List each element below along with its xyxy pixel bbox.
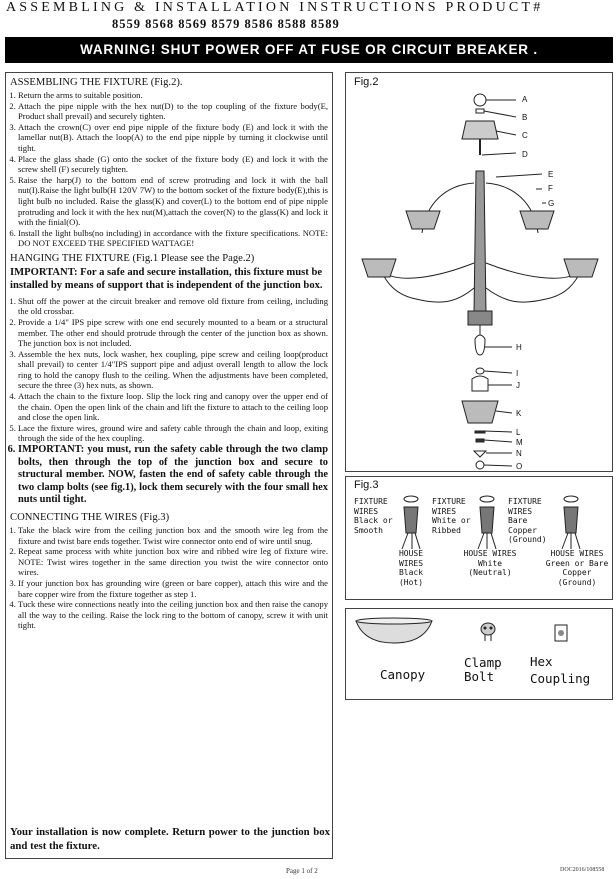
connecting-heading: CONNECTING THE WIRES (Fig.3) <box>10 512 170 523</box>
list-item: 2. Repeat same process with white junction box wire and ribbed wire leg of fixture wire. NOTE: Twist wires together in the same direction you twist the wire connector onto wires. <box>18 546 328 578</box>
assembling-heading: ASSEMBLING THE FIXTURE (Fig.2). <box>10 77 183 88</box>
clamp-bolt-icon <box>478 621 498 643</box>
fixture-wires-white: FIXTURE WIRES White or Ribbed <box>432 497 471 535</box>
house-wires-white: HOUSE WIRES White (Neutral) <box>463 549 517 577</box>
list-item: 4. Tuck these wire connections neatly into the ceiling junction box and then raise the canopy all the way to the ceiling. Raise the lock ring to the bottom of canopy, screw it with unit tight. <box>18 599 328 631</box>
important-note: IMPORTANT: For a safe and secure installation, this fixture must be installed by means of support that is independent of the junction box. <box>10 266 323 292</box>
canopy-label: Canopy <box>380 667 426 682</box>
list-item: 3. Attach the crown(C) over end pipe nipple of the fixture body (E) and lock it with the lamellar nut(B). Attach the loop(A) to the end pipe nipple by turning it clockwise until tight. <box>18 122 328 154</box>
hardware-panel <box>345 608 613 700</box>
part-label: L <box>516 428 521 437</box>
warning-banner: WARNING! SHUT POWER OFF AT FUSE OR CIRCUIT BREAKER . <box>5 37 613 63</box>
page-number: Page 1 of 2 <box>286 867 318 875</box>
clamp-bolt-label: Clamp Bolt <box>464 655 502 684</box>
part-label: A <box>522 95 528 104</box>
list-item: 6. IMPORTANT: you must, run the safety cable through the two clamp bolts, then through the top of the junction box and secure to structural member. NOW, fasten the end of safety cable through the two clamp bolts (see fig.1), lock them securely with the four small hex nuts until tight. <box>18 444 328 507</box>
fig2-panel <box>345 72 613 472</box>
part-label: B <box>522 113 528 122</box>
list-item: 4. Attach the chain to the fixture loop. Slip the lock ring and canopy over the upper end of the chain. Open the open link of the chain and lift the fixture to attach to the ceiling loop and close the open link. <box>18 391 328 423</box>
part-label: I <box>516 369 519 378</box>
closing-note: Your installation is now complete. Return power to the junction box and test the fixture. <box>10 826 330 852</box>
part-label: E <box>548 170 554 179</box>
list-item: 3. Assemble the hex nuts, lock washer, hex coupling, pipe screw and ceiling loop(product shall prevail) to center 1/4"IPS support pipe and adjust overall length to allow the lock ring to hold the canopy flush to the ceiling. When the adjustments have been completed, secure the three (3) hex nuts, as shown. <box>18 349 328 391</box>
list-item: 1. Return the arms to suitable position. <box>18 90 328 101</box>
part-label: N <box>516 449 522 458</box>
list-item: 3. If your junction box has grounding wire (green or bare copper), attach this wire and the bare copper wire from the fixture together as step 1. <box>18 578 328 599</box>
doc-code: DOC2016/108558 <box>560 867 605 873</box>
connecting-steps <box>10 525 328 631</box>
part-label: M <box>516 438 523 447</box>
list-item: 1. Take the black wire from the ceiling junction box and the smooth wire leg from the fixture and twist bare ends together. Twist wire connector onto end of wire until snug. <box>18 525 328 546</box>
part-label: G <box>548 199 555 208</box>
document-title: ASSEMBLING & INSTALLATION INSTRUCTIONS PRODUCT# <box>6 0 544 15</box>
hanging-heading: HANGING THE FIXTURE (Fig.1 Please see the Page.2) <box>10 252 255 264</box>
part-label: C <box>522 131 528 140</box>
part-label: H <box>516 343 522 352</box>
list-item: 6. Install the light bulbs(no including) in accordance with the fixture specifications. NOTE: DO NOT EXCEED THE SPECIFIED WATTAGE! <box>18 228 328 249</box>
house-wires-ground: HOUSE WIRES Green or Bare Copper (Ground) <box>545 549 609 587</box>
list-item: 2. Provide a 1/4" IPS pipe screw with one end securely mounted to a beam or a structural member. The other end should protrude through the center of the junction box as shown. The junction box is not included. <box>18 317 328 349</box>
part-label: J <box>516 381 520 390</box>
part-label: F <box>548 184 553 193</box>
part-label: O <box>516 462 523 471</box>
canopy-icon <box>354 617 434 647</box>
product-numbers: 8559 8568 8569 8579 8586 8588 8589 <box>112 17 340 31</box>
fig3-panel <box>345 476 613 600</box>
list-item: 4. Place the glass shade (G) onto the socket of the fixture body (E) and lock it with the screw shell (F) securely tighten. <box>18 154 328 175</box>
list-item: 5. Raise the harp(J) to the bottom end of screw protruding and lock it with the ball nut(I).Raise the light bulb(H 120V 7W) to the bottom socket of the fixture body(E),this is light bulb no included. Raise the glass(K) and cover(L) to the bottom end of pipe nipple protruding and lock it with the hex nut(M),attach the cover(N) to the glass(K) and lock it with the finial(O). <box>18 175 328 228</box>
list-item: 5. Lace the fixture wires, ground wire and safety cable through the chain and loop, exiting through the side of the hex coupling. <box>18 423 328 444</box>
fig3-label: Fig.3 <box>354 479 379 491</box>
part-label: K <box>516 409 522 418</box>
assembling-steps <box>10 90 328 249</box>
hanging-steps <box>10 296 328 507</box>
fig2-label: Fig.2 <box>354 76 379 88</box>
fixture-wires-black: FIXTURE WIRES Black or Smooth <box>354 497 393 535</box>
part-label: D <box>522 150 528 159</box>
list-item: 1. Shut off the power at the circuit breaker and remove old fixture from ceiling, including the old crossbar. <box>18 296 328 317</box>
house-wires-black: HOUSE WIRES Black (Hot) <box>398 549 424 587</box>
hex-coupling-icon <box>553 623 569 643</box>
instructions-column <box>5 72 333 859</box>
chandelier-diagram <box>346 73 612 471</box>
fixture-wires-copper: FIXTURE WIRES Bare Copper (Ground) <box>508 497 547 544</box>
hex-coupling-label: Hex Coupling <box>530 654 591 686</box>
list-item: 2. Attach the pipe nipple with the hex nut(D) to the top coupling of the fixture body(E, Product shall prevail) and securely tighten. <box>18 101 328 122</box>
